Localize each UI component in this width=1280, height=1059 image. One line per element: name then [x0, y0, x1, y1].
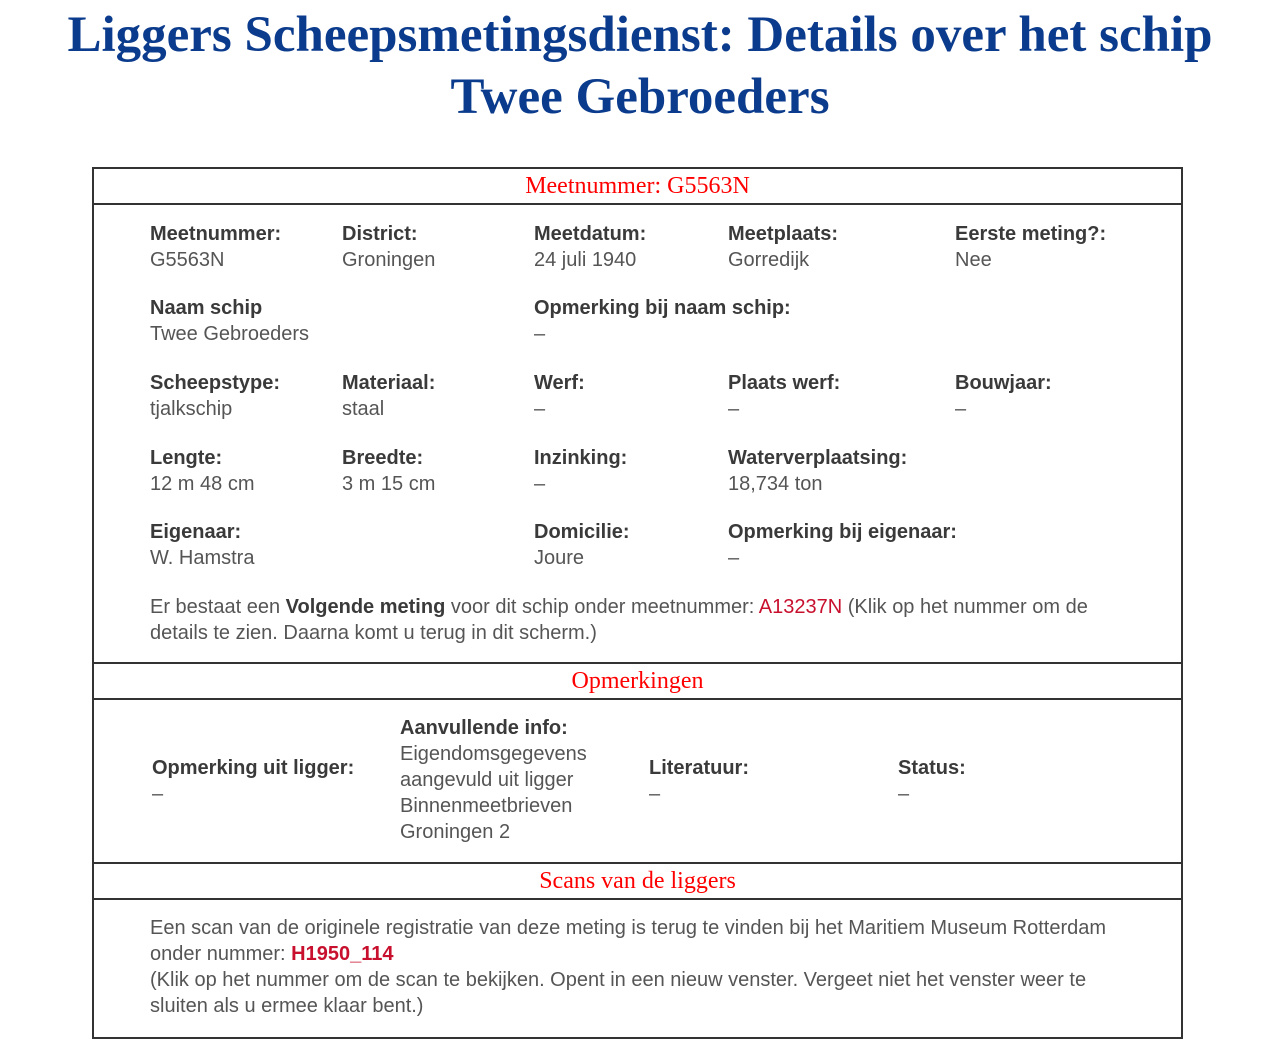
value-opmerking-naam: –	[534, 323, 546, 345]
field-opmerking-ligger	[152, 755, 354, 807]
page-title-line1: Liggers Scheepsmetingsdienst: Details over het schip	[67, 7, 1213, 63]
label-lengte: Lengte:	[150, 447, 223, 469]
value-werf: –	[534, 398, 546, 420]
value-plaats-werf: –	[728, 398, 740, 420]
value-eigenaar: W. Hamstra	[150, 547, 255, 569]
label-werf: Werf:	[534, 372, 585, 394]
value-scheepstype: tjalkschip	[150, 398, 233, 420]
field-meetplaats	[728, 221, 838, 273]
field-bouwjaar	[955, 370, 1052, 422]
value-inzinking: –	[534, 473, 546, 495]
label-eigenaar: Eigenaar:	[150, 521, 242, 543]
field-literatuur	[649, 755, 749, 807]
value-naam-schip: Twee Gebroeders	[150, 323, 309, 345]
next-note-bold: Volgende meting	[285, 596, 446, 618]
field-district	[342, 221, 435, 273]
label-scheepstype: Scheepstype:	[150, 372, 281, 394]
value-eerste-meting: Nee	[955, 249, 992, 271]
value-bouwjaar: –	[955, 398, 967, 420]
value-district: Groningen	[342, 249, 436, 271]
details-table	[92, 167, 1183, 1039]
value-meetdatum: 24 juli 1940	[534, 249, 637, 271]
field-eigenaar	[150, 519, 254, 571]
label-inzinking: Inzinking:	[534, 447, 628, 469]
label-opmerking-eigenaar: Opmerking bij eigenaar:	[728, 521, 957, 543]
next-note-pre: Er bestaat een	[150, 596, 286, 618]
field-waterverplaatsing	[728, 445, 907, 497]
label-district: District:	[342, 223, 418, 245]
label-opmerking-ligger: Opmerking uit ligger:	[152, 757, 355, 779]
next-note-post: (Klik op het nummer om de details te zien. Daarna komt u terug in dit scherm.)	[150, 596, 1088, 644]
label-meetplaats: Meetplaats:	[728, 223, 839, 245]
field-domicilie	[534, 519, 630, 571]
field-inzinking	[534, 445, 627, 497]
label-domicilie: Domicilie:	[534, 521, 630, 543]
next-measurement-note	[150, 594, 1140, 646]
field-meetnummer	[150, 221, 281, 273]
label-breedte: Breedte:	[342, 447, 424, 469]
scan-link[interactable]: H1950_114	[291, 943, 394, 965]
page-title	[0, 0, 1280, 128]
field-plaats-werf	[728, 370, 840, 422]
value-materiaal: staal	[342, 398, 385, 420]
value-literatuur: –	[649, 783, 661, 805]
label-meetnummer: Meetnummer:	[150, 223, 282, 245]
label-naam-schip: Naam schip	[150, 297, 263, 319]
value-opmerking-ligger: –	[152, 783, 164, 805]
label-plaats-werf: Plaats werf:	[728, 372, 841, 394]
next-measurement-link[interactable]: A13237N	[758, 596, 843, 618]
field-eerste-meting	[955, 221, 1106, 273]
label-literatuur: Literatuur:	[649, 757, 749, 779]
section-header-scans: Scans van de liggers	[94, 862, 1181, 900]
value-aanvullende-info: Eigendomsgegevens aangevuld uit ligger Binnenmeetbrieven Groningen 2	[400, 743, 587, 843]
field-aanvullende-info	[400, 715, 615, 845]
label-materiaal: Materiaal:	[342, 372, 436, 394]
field-materiaal	[342, 370, 435, 422]
field-lengte	[150, 445, 254, 497]
value-status: –	[898, 783, 910, 805]
section-header-meetnummer: Meetnummer: G5563N	[94, 169, 1181, 205]
label-opmerking-naam: Opmerking bij naam schip:	[534, 297, 791, 319]
value-domicilie: Joure	[534, 547, 585, 569]
label-eerste-meting: Eerste meting?:	[955, 223, 1107, 245]
value-opmerking-eigenaar: –	[728, 547, 740, 569]
page-title-line2: Twee Gebroeders	[450, 69, 830, 125]
field-meetdatum	[534, 221, 646, 273]
section-header-opmerkingen: Opmerkingen	[94, 662, 1181, 700]
field-werf	[534, 370, 585, 422]
label-aanvullende-info: Aanvullende info:	[400, 717, 568, 739]
value-meetnummer: G5563N	[150, 249, 225, 271]
label-meetdatum: Meetdatum:	[534, 223, 647, 245]
field-opmerking-eigenaar	[728, 519, 957, 571]
value-waterverplaatsing: 18,734 ton	[728, 473, 823, 495]
value-breedte: 3 m 15 cm	[342, 473, 436, 495]
label-waterverplaatsing: Waterverplaatsing:	[728, 447, 908, 469]
scan-note-post: (Klik op het nummer om de scan te bekijken. Opent in een nieuw venster. Vergeet niet het venster weer te sluiten als u ermee klaar bent.)	[150, 969, 1087, 1017]
label-bouwjaar: Bouwjaar:	[955, 372, 1052, 394]
field-naam-schip	[150, 295, 309, 347]
value-lengte: 12 m 48 cm	[150, 473, 255, 495]
scan-note-pre: Een scan van de originele registratie van deze meting is terug te vinden bij het Maritiem Museum Rotterdam onder nummer:	[150, 917, 1107, 965]
field-opmerking-naam	[534, 295, 791, 347]
field-status	[898, 755, 966, 807]
value-meetplaats: Gorredijk	[728, 249, 810, 271]
next-note-mid: voor dit schip onder meetnummer:	[445, 596, 759, 618]
field-scheepstype	[150, 370, 280, 422]
label-status: Status:	[898, 757, 966, 779]
scan-note	[150, 915, 1125, 1019]
field-breedte	[342, 445, 435, 497]
